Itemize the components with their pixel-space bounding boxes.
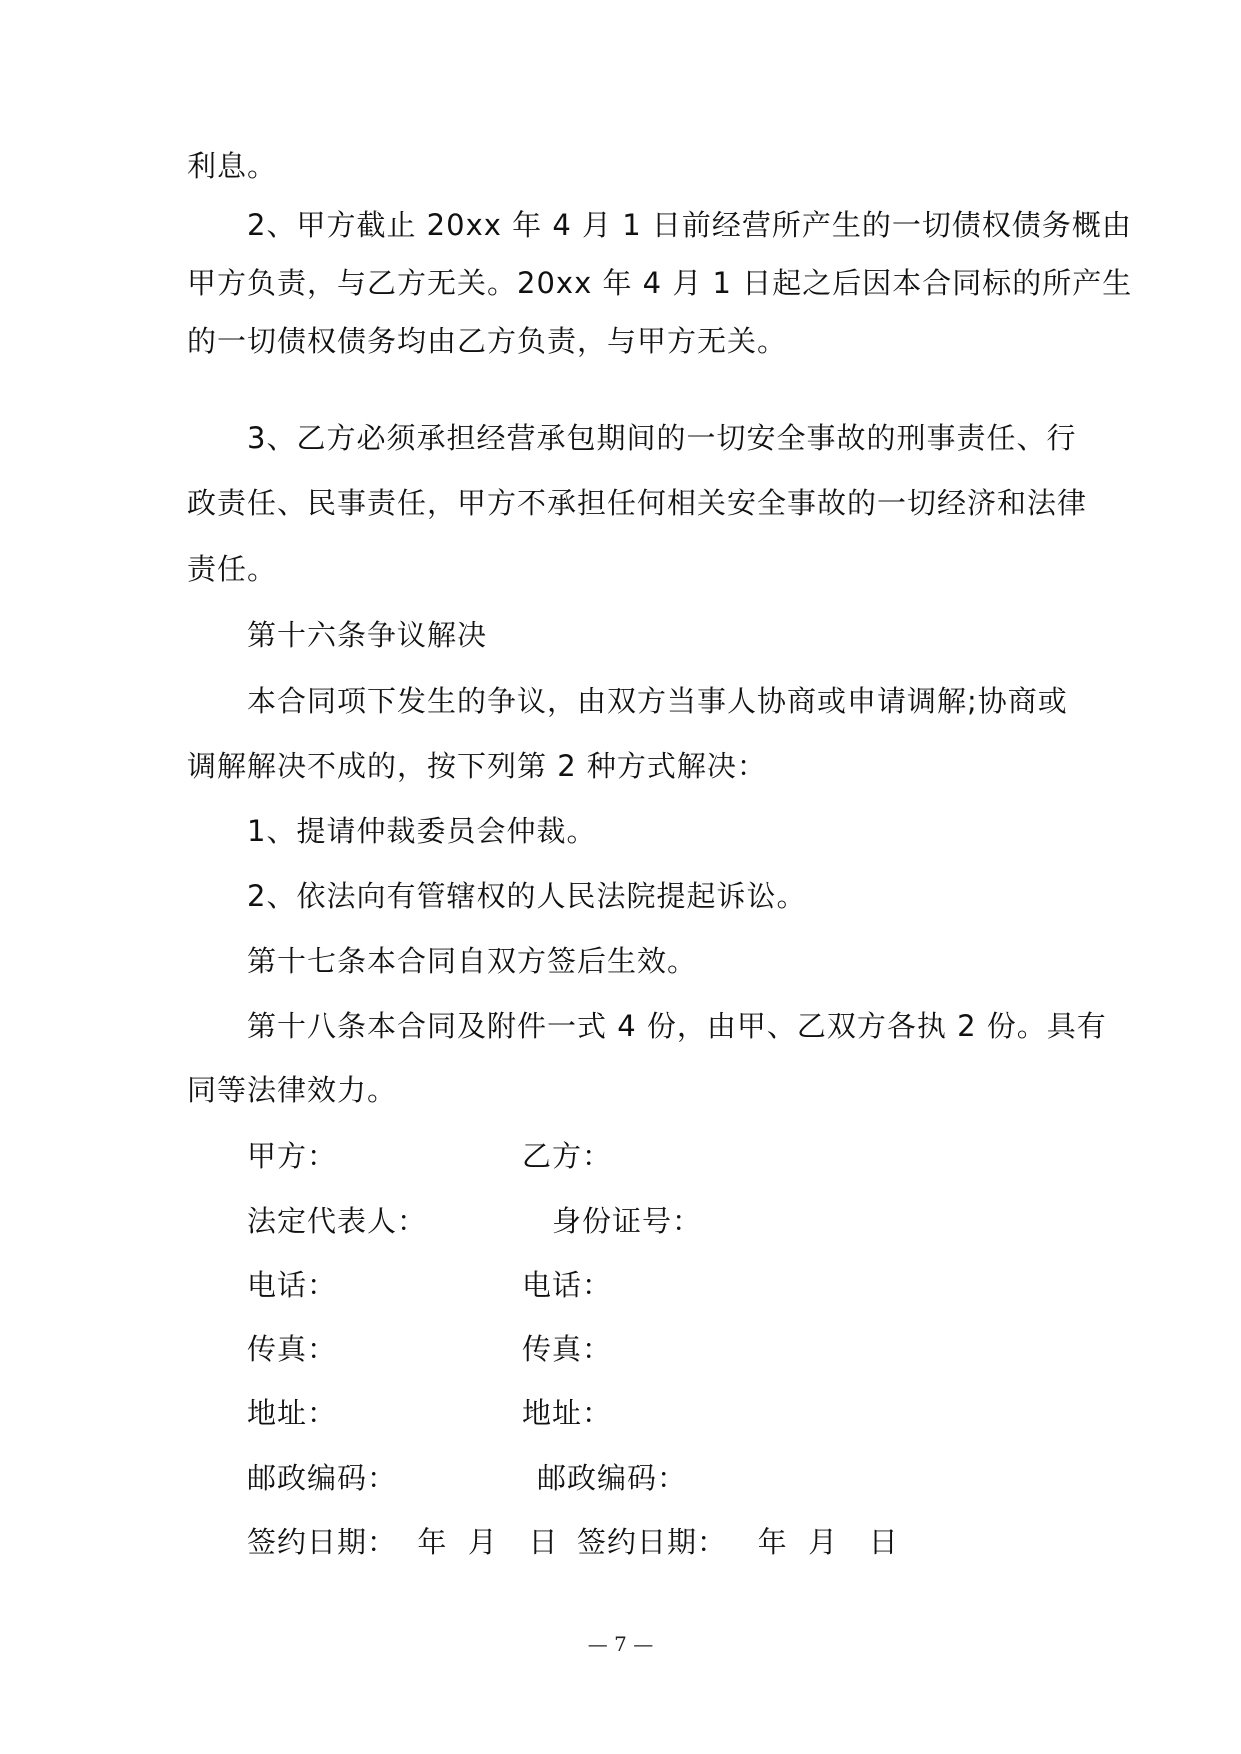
signature-row	[247, 1331, 1047, 1367]
paragraph-line: 本合同项下发生的争议，由双方当事人协商或申请调解;协商或	[247, 684, 1068, 718]
signature-date-b-label: 签约日期： 年 月 日	[577, 1525, 899, 1559]
signature-row	[247, 1267, 1047, 1303]
signature-representative-label: 法定代表人：	[247, 1204, 428, 1238]
paragraph-line: 甲方负责，与乙方无关。20xx 年 4 月 1 日起之后因本合同标的所产生	[187, 266, 1133, 300]
article-heading: 第十六条争议解决	[247, 618, 488, 652]
paragraph-line: 2、甲方截止 20xx 年 4 月 1 日前经营所产生的一切债权债务概由	[247, 208, 1132, 242]
signature-phone-a-label: 电话：	[247, 1268, 338, 1302]
signature-date-a-label: 签约日期： 年 月 日	[247, 1525, 559, 1559]
paragraph-line: 政责任、民事责任，甲方不承担任何相关安全事故的一切经济和法律	[187, 486, 1088, 520]
signature-address-a-label: 地址：	[247, 1396, 338, 1430]
paragraph-line: 利息。	[187, 149, 278, 183]
signature-row	[247, 1524, 1047, 1560]
signature-address-b-label: 地址：	[522, 1396, 613, 1430]
signature-row	[247, 1203, 1047, 1239]
paragraph-line: 第十八条本合同及附件一式 4 份，由甲、乙双方各执 2 份。具有	[247, 1009, 1107, 1043]
signature-row	[247, 1138, 1047, 1174]
paragraph-line: 责任。	[187, 552, 278, 586]
signature-postcode-a-label: 邮政编码：	[247, 1461, 398, 1495]
signature-party-b-label: 乙方：	[522, 1139, 613, 1173]
signature-row	[247, 1395, 1047, 1431]
article-heading: 第十七条本合同自双方签后生效。	[247, 944, 698, 978]
signature-fax-a-label: 传真：	[247, 1332, 338, 1366]
paragraph-line: 调解解决不成的，按下列第 2 种方式解决：	[187, 749, 767, 783]
paragraph-line: 3、乙方必须承担经营承包期间的一切安全事故的刑事责任、行	[247, 421, 1077, 455]
signature-id-number-label: 身份证号：	[552, 1204, 703, 1238]
signature-row	[247, 1460, 1047, 1496]
paragraph-line: 同等法律效力。	[187, 1073, 398, 1107]
signature-postcode-b-label: 邮政编码：	[537, 1461, 688, 1495]
signature-phone-b-label: 电话：	[522, 1268, 613, 1302]
list-item: 2、依法向有管辖权的人民法院提起诉讼。	[247, 879, 807, 913]
paragraph-line: 的一切债权债务均由乙方负责，与甲方无关。	[187, 324, 788, 358]
signature-fax-b-label: 传真：	[522, 1332, 613, 1366]
list-item: 1、提请仲裁委员会仲裁。	[247, 814, 597, 848]
signature-party-a-label: 甲方：	[247, 1139, 338, 1173]
page-number: — 7 —	[587, 1632, 654, 1656]
